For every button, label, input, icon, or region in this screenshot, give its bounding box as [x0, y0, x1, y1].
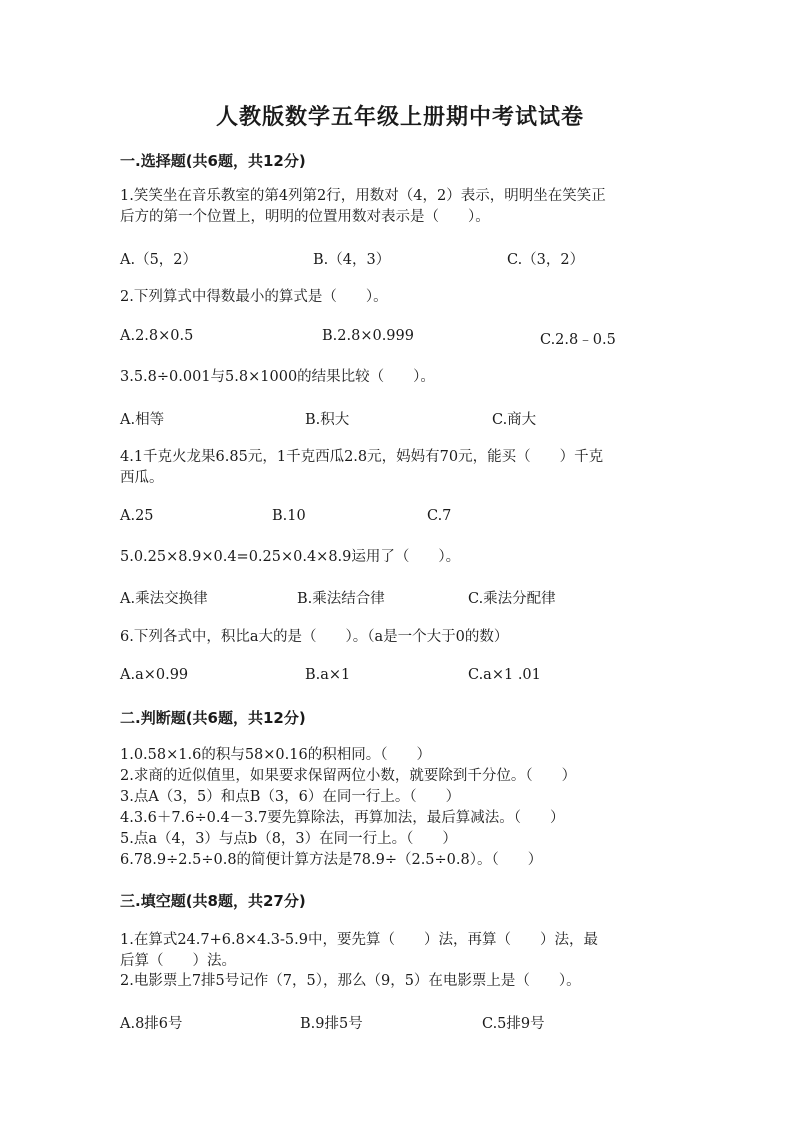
option-a: A.2.8×0.5 — [120, 328, 194, 344]
option-b: B.积大 — [305, 412, 350, 428]
question-line: 后算（ ）法。 — [120, 953, 236, 969]
question-line: 5.0.25×8.9×0.4=0.25×0.4×8.9运用了（ ）。 — [120, 549, 461, 565]
exam-title: 人教版数学五年级上册期中考试试卷 — [215, 105, 584, 130]
section-header-fill: 三.填空题(共8题，共27分) — [120, 892, 306, 910]
judgment-item: 2.求商的近似值里，如果要求保留两位小数，就要除到千分位。（ ） — [120, 768, 577, 784]
question-line: 1.在算式24.7+6.8×4.3-5.9中，要先算（ ）法，再算（ ）法，最 — [120, 932, 598, 948]
question-line: 2.电影票上7排5号记作（7，5），那么（9，5）在电影票上是（ ）。 — [120, 973, 581, 989]
question-line: 2.下列算式中得数最小的算式是（ ）。 — [120, 289, 388, 305]
question-line: 西瓜。 — [120, 470, 164, 486]
judgment-item: 1.0.58×1.6的积与58×0.16的积相同。（ ） — [120, 747, 431, 763]
question-line: 6.下列各式中，积比a大的是（ ）。（a是一个大于0的数） — [120, 629, 509, 645]
option-a: A.相等 — [120, 412, 165, 428]
option-b: B.9排5号 — [300, 1016, 363, 1032]
judgment-item: 3.点A（3，5）和点B（3，6）在同一行上。（ ） — [120, 789, 461, 805]
option-b: B.乘法结合律 — [297, 591, 385, 607]
option-c: C.（3，2） — [507, 252, 585, 268]
judgment-item: 5.点a（4，3）与点b（8，3）在同一行上。（ ） — [120, 831, 457, 847]
option-a: A.a×0.99 — [120, 667, 189, 683]
section-header-judgment: 二.判断题(共6题，共12分) — [120, 709, 306, 727]
option-c: C.a×1 .01 — [468, 667, 541, 683]
option-b: B.10 — [272, 508, 306, 524]
option-c: C.5排9号 — [482, 1016, 545, 1032]
option-c: C.商大 — [492, 412, 537, 428]
option-b: B.（4，3） — [313, 252, 391, 268]
section-header-choice: 一.选择题(共6题，共12分) — [120, 152, 306, 170]
option-b: B.a×1 — [305, 667, 351, 683]
question-line: 3.5.8÷0.001与5.8×1000的结果比较（ ）。 — [120, 369, 435, 385]
question-line: 后方的第一个位置上，明明的位置用数对表示是（ ）。 — [120, 209, 490, 225]
option-b: B.2.8×0.999 — [322, 328, 414, 344]
option-c: C.2.8﹣0.5 — [540, 332, 616, 348]
option-c: C.乘法分配律 — [468, 591, 556, 607]
judgment-item: 4.3.6＋7.6÷0.4－3.7要先算除法，再算加法，最后算减法。（ ） — [120, 810, 565, 826]
judgment-item: 6.78.9÷2.5÷0.8的简便计算方法是78.9÷（2.5÷0.8）。（ ） — [120, 852, 543, 868]
option-a: A.8排6号 — [120, 1016, 183, 1032]
question-line: 4.1千克火龙果6.85元，1千克西瓜2.8元，妈妈有70元，能买（ ）千克 — [120, 449, 604, 465]
option-a: A.（5，2） — [120, 252, 198, 268]
question-line: 1.笑笑坐在音乐教室的第4列第2行，用数对（4，2）表示，明明坐在笑笑正 — [120, 188, 606, 204]
option-a: A.乘法交换律 — [120, 591, 208, 607]
option-a: A.25 — [120, 508, 154, 524]
option-c: C.7 — [427, 508, 452, 524]
